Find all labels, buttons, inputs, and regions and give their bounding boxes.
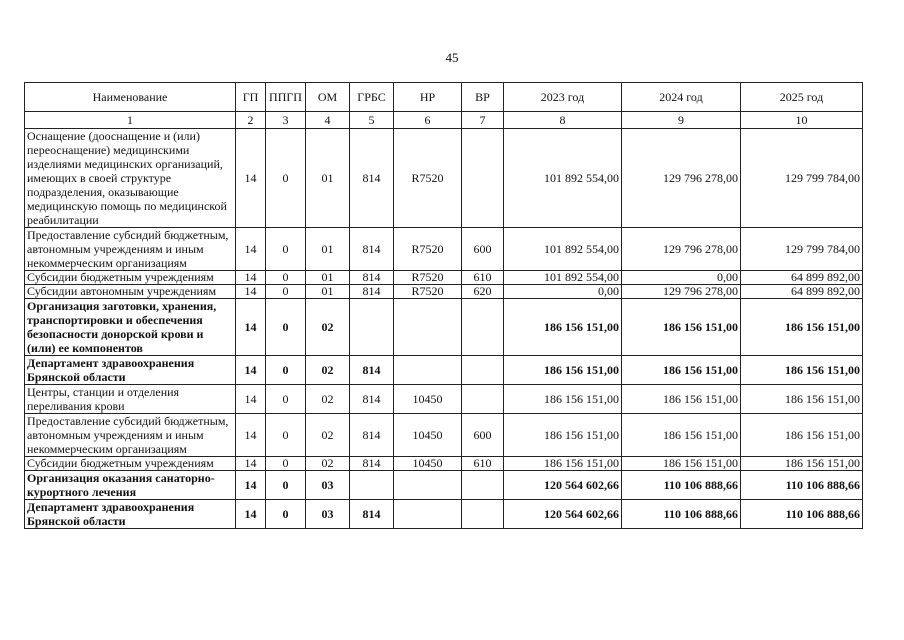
ppgp-cell: 0 xyxy=(266,457,306,471)
header-name: Наименование xyxy=(25,83,236,112)
column-number: 8 xyxy=(504,112,622,129)
ppgp-cell: 0 xyxy=(266,356,306,385)
header-vr: ВР xyxy=(462,83,504,112)
column-number: 10 xyxy=(741,112,863,129)
amount-2023-cell: 186 156 151,00 xyxy=(504,414,622,457)
column-number: 2 xyxy=(236,112,266,129)
amount-2023-cell: 186 156 151,00 xyxy=(504,299,622,356)
gp-cell: 14 xyxy=(236,299,266,356)
column-number: 6 xyxy=(394,112,462,129)
vr-cell xyxy=(462,129,504,228)
amount-2025-cell: 186 156 151,00 xyxy=(741,356,863,385)
amount-2024-cell: 129 796 278,00 xyxy=(622,285,741,299)
row-name-cell: Департамент здравоохранения Брянской области xyxy=(25,356,236,385)
om-cell: 02 xyxy=(306,299,350,356)
om-cell: 03 xyxy=(306,500,350,529)
grbs-cell: 814 xyxy=(350,500,394,529)
amount-2025-cell: 64 899 892,00 xyxy=(741,285,863,299)
ppgp-cell: 0 xyxy=(266,471,306,500)
header-gp: ГП xyxy=(236,83,266,112)
amount-2025-cell: 186 156 151,00 xyxy=(741,414,863,457)
om-cell: 02 xyxy=(306,356,350,385)
om-cell: 01 xyxy=(306,129,350,228)
vr-cell: 610 xyxy=(462,271,504,285)
amount-2024-cell: 129 796 278,00 xyxy=(622,129,741,228)
gp-cell: 14 xyxy=(236,471,266,500)
grbs-cell: 814 xyxy=(350,129,394,228)
gp-cell: 14 xyxy=(236,228,266,271)
header-om: ОМ xyxy=(306,83,350,112)
grbs-cell: 814 xyxy=(350,285,394,299)
nr-cell: 10450 xyxy=(394,414,462,457)
vr-cell: 600 xyxy=(462,414,504,457)
nr-cell: R7520 xyxy=(394,228,462,271)
amount-2024-cell: 186 156 151,00 xyxy=(622,457,741,471)
amount-2024-cell: 186 156 151,00 xyxy=(622,414,741,457)
gp-cell: 14 xyxy=(236,356,266,385)
vr-cell xyxy=(462,385,504,414)
amount-2024-cell: 110 106 888,66 xyxy=(622,471,741,500)
grbs-cell: 814 xyxy=(350,356,394,385)
om-cell: 02 xyxy=(306,414,350,457)
amount-2025-cell: 129 799 784,00 xyxy=(741,129,863,228)
amount-2023-cell: 120 564 602,66 xyxy=(504,471,622,500)
amount-2025-cell: 64 899 892,00 xyxy=(741,271,863,285)
vr-cell: 600 xyxy=(462,228,504,271)
column-number: 9 xyxy=(622,112,741,129)
amount-2023-cell: 101 892 554,00 xyxy=(504,271,622,285)
nr-cell xyxy=(394,500,462,529)
nr-cell xyxy=(394,299,462,356)
grbs-cell: 814 xyxy=(350,457,394,471)
table-row xyxy=(25,271,863,285)
row-name-cell: Центры, станции и отделения переливания крови xyxy=(25,385,236,414)
ppgp-cell: 0 xyxy=(266,500,306,529)
nr-cell: 10450 xyxy=(394,457,462,471)
vr-cell xyxy=(462,471,504,500)
nr-cell: R7520 xyxy=(394,285,462,299)
vr-cell: 610 xyxy=(462,457,504,471)
om-cell: 03 xyxy=(306,471,350,500)
amount-2023-cell: 186 156 151,00 xyxy=(504,356,622,385)
amount-2024-cell: 186 156 151,00 xyxy=(622,356,741,385)
om-cell: 02 xyxy=(306,385,350,414)
table-row xyxy=(25,228,863,271)
nr-cell: 10450 xyxy=(394,385,462,414)
table-row xyxy=(25,500,863,529)
amount-2024-cell: 0,00 xyxy=(622,271,741,285)
amount-2024-cell: 186 156 151,00 xyxy=(622,385,741,414)
grbs-cell: 814 xyxy=(350,414,394,457)
amount-2024-cell: 186 156 151,00 xyxy=(622,299,741,356)
amount-2023-cell: 0,00 xyxy=(504,285,622,299)
amount-2023-cell: 186 156 151,00 xyxy=(504,457,622,471)
row-name-cell: Организация оказания санаторно-курортного лечения xyxy=(25,471,236,500)
amount-2023-cell: 101 892 554,00 xyxy=(504,228,622,271)
column-number: 3 xyxy=(266,112,306,129)
nr-cell xyxy=(394,471,462,500)
gp-cell: 14 xyxy=(236,500,266,529)
header-2023: 2023 год xyxy=(504,83,622,112)
column-number: 7 xyxy=(462,112,504,129)
table-row xyxy=(25,385,863,414)
header-nr: НР xyxy=(394,83,462,112)
gp-cell: 14 xyxy=(236,457,266,471)
grbs-cell: 814 xyxy=(350,271,394,285)
budget-table xyxy=(24,82,863,529)
vr-cell xyxy=(462,500,504,529)
column-number: 1 xyxy=(25,112,236,129)
header-2025: 2025 год xyxy=(741,83,863,112)
header-2024: 2024 год xyxy=(622,83,741,112)
om-cell: 01 xyxy=(306,271,350,285)
row-name-cell: Оснащение (дооснащение и (или) переоснащение) медицинскими изделиями медицинских организаций, имеющих в своей структуре подразделения, оказывающие медицинскую помощь по медицинской реабилитации xyxy=(25,129,236,228)
amount-2025-cell: 186 156 151,00 xyxy=(741,457,863,471)
header-row xyxy=(25,83,863,112)
header-grbs: ГРБС xyxy=(350,83,394,112)
table-row xyxy=(25,471,863,500)
row-name-cell: Субсидии бюджетным учреждениям xyxy=(25,271,236,285)
row-name-cell: Организация заготовки, хранения, транспортировки и обеспечения безопасности донорской крови и (или) ее компонентов xyxy=(25,299,236,356)
row-name-cell: Предоставление субсидий бюджетным, автономным учреждениям и иным некоммерческим организациям xyxy=(25,414,236,457)
amount-2025-cell: 110 106 888,66 xyxy=(741,471,863,500)
amount-2024-cell: 129 796 278,00 xyxy=(622,228,741,271)
ppgp-cell: 0 xyxy=(266,385,306,414)
nr-cell: R7520 xyxy=(394,129,462,228)
om-cell: 02 xyxy=(306,457,350,471)
grbs-cell: 814 xyxy=(350,228,394,271)
gp-cell: 14 xyxy=(236,385,266,414)
amount-2025-cell: 110 106 888,66 xyxy=(741,500,863,529)
ppgp-cell: 0 xyxy=(266,271,306,285)
table-row xyxy=(25,285,863,299)
grbs-cell xyxy=(350,299,394,356)
amount-2025-cell: 129 799 784,00 xyxy=(741,228,863,271)
table-row xyxy=(25,356,863,385)
nr-cell: R7520 xyxy=(394,271,462,285)
header-ppgp: ППГП xyxy=(266,83,306,112)
page-number: 45 xyxy=(445,50,459,65)
amount-2024-cell: 110 106 888,66 xyxy=(622,500,741,529)
row-name-cell: Департамент здравоохранения Брянской области xyxy=(25,500,236,529)
om-cell: 01 xyxy=(306,285,350,299)
table-row xyxy=(25,299,863,356)
ppgp-cell: 0 xyxy=(266,285,306,299)
amount-2023-cell: 101 892 554,00 xyxy=(504,129,622,228)
gp-cell: 14 xyxy=(236,285,266,299)
gp-cell: 14 xyxy=(236,271,266,285)
vr-cell xyxy=(462,356,504,385)
nr-cell xyxy=(394,356,462,385)
om-cell: 01 xyxy=(306,228,350,271)
gp-cell: 14 xyxy=(236,129,266,228)
table-row xyxy=(25,457,863,471)
amount-2023-cell: 120 564 602,66 xyxy=(504,500,622,529)
column-number: 5 xyxy=(350,112,394,129)
amount-2025-cell: 186 156 151,00 xyxy=(741,385,863,414)
ppgp-cell: 0 xyxy=(266,299,306,356)
ppgp-cell: 0 xyxy=(266,414,306,457)
amount-2023-cell: 186 156 151,00 xyxy=(504,385,622,414)
row-name-cell: Субсидии автономным учреждениям xyxy=(25,285,236,299)
vr-cell xyxy=(462,299,504,356)
grbs-cell: 814 xyxy=(350,385,394,414)
table-row xyxy=(25,414,863,457)
column-number-row xyxy=(25,112,863,129)
ppgp-cell: 0 xyxy=(266,228,306,271)
amount-2025-cell: 186 156 151,00 xyxy=(741,299,863,356)
ppgp-cell: 0 xyxy=(266,129,306,228)
gp-cell: 14 xyxy=(236,414,266,457)
grbs-cell xyxy=(350,471,394,500)
row-name-cell: Предоставление субсидий бюджетным, автономным учреждениям и иным некоммерческим организациям xyxy=(25,228,236,271)
table-row xyxy=(25,129,863,228)
column-number: 4 xyxy=(306,112,350,129)
vr-cell: 620 xyxy=(462,285,504,299)
row-name-cell: Субсидии бюджетным учреждениям xyxy=(25,457,236,471)
